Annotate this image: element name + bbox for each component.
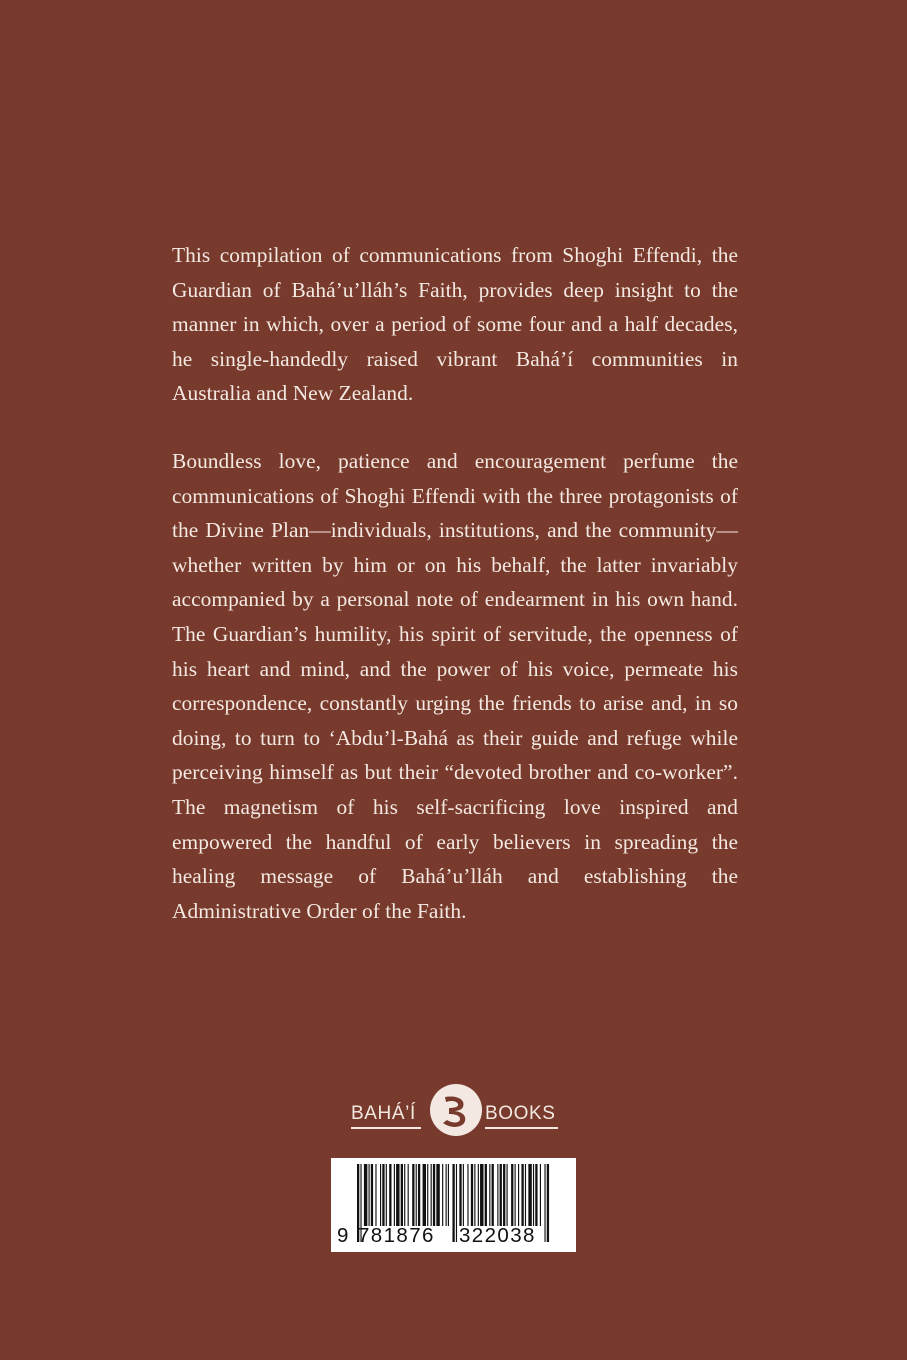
barcode-bar	[416, 1164, 417, 1226]
publisher-imprint	[340, 1083, 570, 1147]
barcode-bar	[474, 1164, 475, 1226]
barcode-bar	[386, 1164, 387, 1226]
barcode-bar	[431, 1164, 432, 1226]
barcode-bar	[492, 1164, 494, 1226]
barcode-bar	[369, 1164, 370, 1226]
barcode-bar	[427, 1164, 428, 1226]
barcode-bar	[442, 1164, 443, 1226]
blurb	[172, 238, 738, 961]
barcode-bar	[448, 1164, 449, 1226]
barcode-bar	[446, 1164, 447, 1226]
barcode-bar	[521, 1164, 523, 1226]
barcode-bar	[480, 1164, 483, 1226]
barcode-bar	[371, 1164, 373, 1226]
isbn-digit-group-left: 781876	[358, 1224, 435, 1247]
barcode-bar	[408, 1164, 409, 1226]
barcode-bar	[463, 1164, 464, 1226]
barcode-bar	[404, 1164, 405, 1226]
barcode-bar	[507, 1164, 508, 1226]
barcode-bar	[497, 1164, 498, 1226]
publisher-underline-left	[351, 1127, 421, 1129]
barcode-bar	[436, 1164, 439, 1226]
publisher-name-right: BOOKS	[485, 1103, 556, 1124]
barcode-bar	[535, 1164, 537, 1226]
barcode-bar	[401, 1164, 403, 1226]
barcode-bar	[503, 1164, 505, 1226]
barcode-bar	[485, 1164, 487, 1226]
barcode-bar	[380, 1164, 381, 1226]
blurb-paragraph-1: This compilation of communications from Shoghi Effendi, the Guardian of Bahá’u’lláh’s Faith, provides deep insight to the manner in which, over a period of some four and a half decades, he single-handedly raised vibrant Bahá’í communities in Australia and New Zealand.	[172, 243, 738, 406]
barcode-bar	[467, 1164, 468, 1226]
isbn-barcode	[331, 1158, 576, 1252]
barcode-bar	[459, 1164, 461, 1226]
barcode-bar	[382, 1164, 384, 1226]
barcode-bar	[412, 1164, 414, 1226]
barcode-bar	[528, 1164, 531, 1226]
publisher-name-left: BAHÁ’Í	[351, 1103, 416, 1124]
barcode-bar	[518, 1164, 519, 1226]
barcode-bar	[533, 1164, 534, 1226]
barcode-bar	[515, 1164, 516, 1226]
barcode-bar	[396, 1164, 399, 1226]
isbn-digit-prefix: 9	[337, 1224, 349, 1247]
barcode-bar	[375, 1164, 376, 1226]
barcode-bar	[489, 1164, 490, 1226]
barcode-bar	[394, 1164, 395, 1226]
barcode-bar	[478, 1164, 479, 1226]
publisher-underline-right	[485, 1127, 558, 1129]
barcode-bar	[511, 1164, 513, 1226]
barcode-bar	[471, 1164, 473, 1226]
barcode-bar	[423, 1164, 426, 1226]
blurb-paragraph-2: Boundless love, patience and encouragement perfume the communications of Shoghi Effendi with the three protagonists of the Divine Plan—individuals, institutions, and the community—whether written by him or on his behalf, the latter invariably accompanied by a personal note of endearment in his own hand. The Guardian’s humility, his spirit of servitude, the openness of his heart and mind, and the power of his voice, permeate his correspondence, constantly urging the friends to arise and, in so doing, to turn to ‘Abdu’l-Bahá as their guide and refuge while perceiving himself as but their “devoted brother and co-worker”. The magnetism of his self-sacrificing love inspired and empowered the handful of early believers in spreading the healing message of Bahá’u’lláh and establishing the Administrative Order of the Faith.	[172, 448, 738, 923]
isbn-digit-group-right: 322038	[459, 1224, 536, 1247]
barcode-bar	[433, 1164, 435, 1226]
barcode-bar	[364, 1164, 367, 1226]
barcode-bar	[540, 1164, 541, 1226]
barcode-bar	[389, 1164, 391, 1226]
isbn-digits	[331, 1224, 576, 1250]
barcode-bar	[525, 1164, 526, 1226]
barcode-bar	[500, 1164, 502, 1226]
barcode-bar	[418, 1164, 420, 1226]
bahai-books-logo-icon	[429, 1083, 483, 1137]
